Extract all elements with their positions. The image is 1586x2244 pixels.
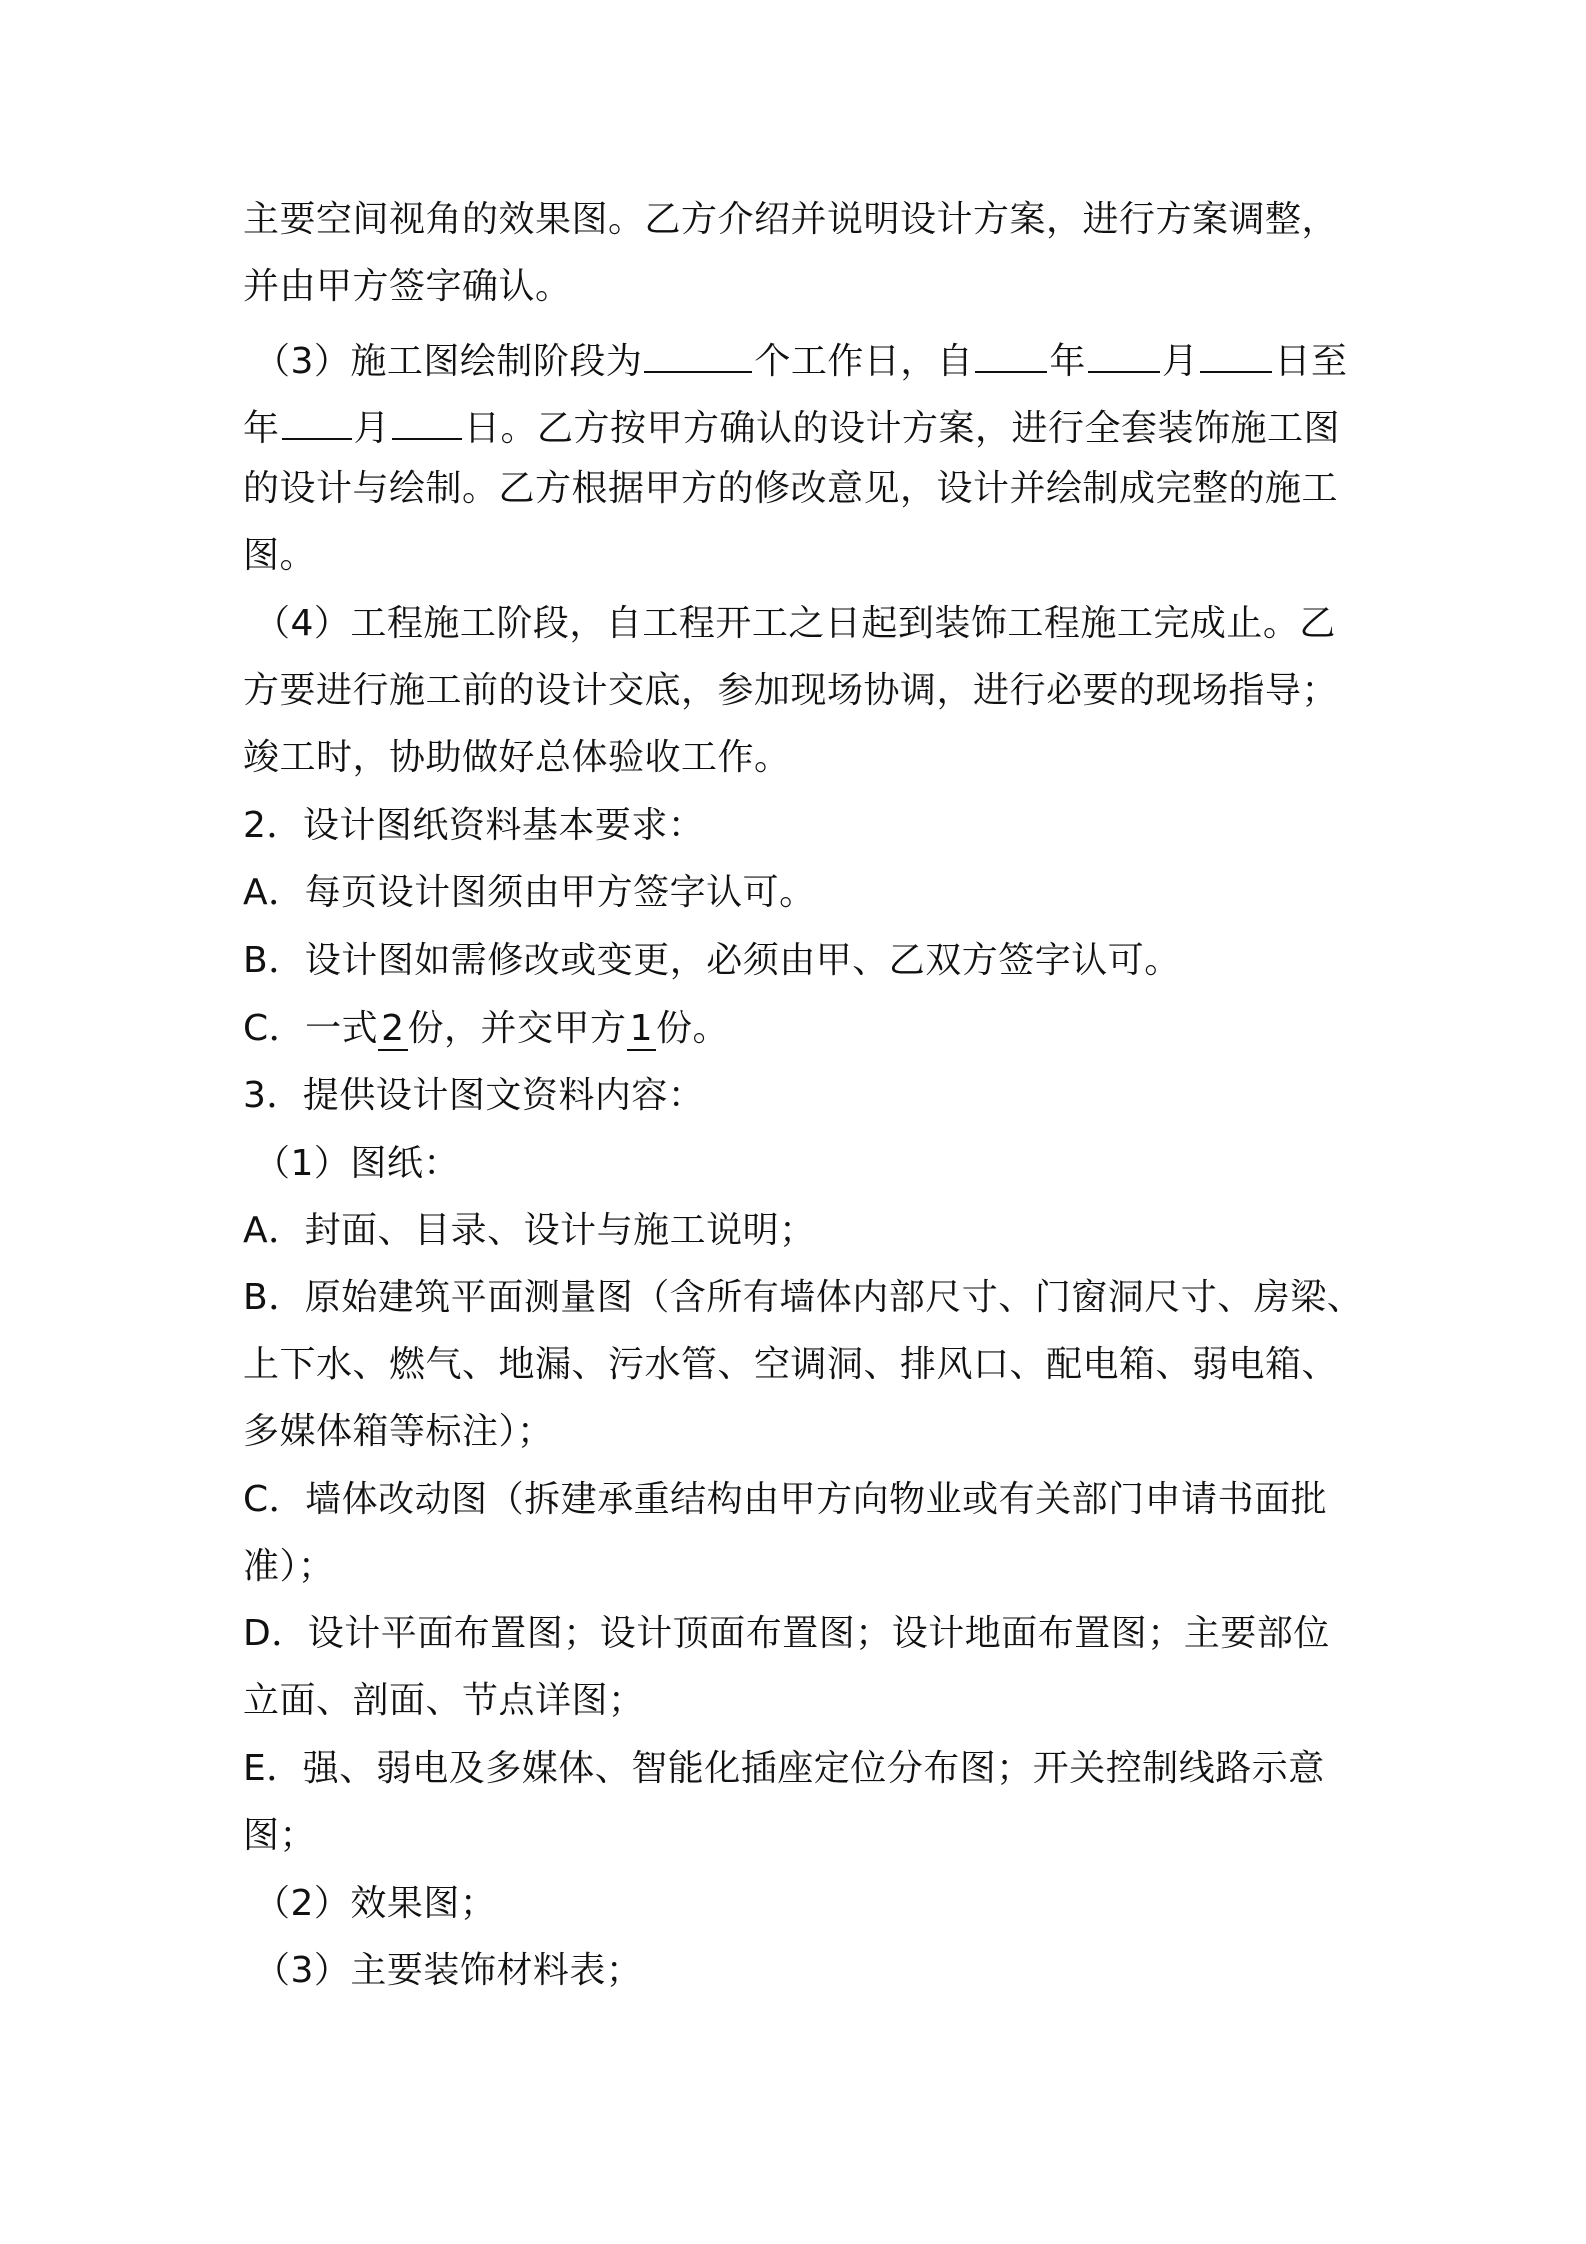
text-segment: 日。乙方按甲方确认的设计方案，进行全套装饰施工图 (464, 408, 1341, 449)
sub-heading: （3）主要装饰材料表； (254, 1950, 643, 1991)
list-item: A．封面、目录、设计与施工说明； (243, 1210, 816, 1251)
working-days-blank (644, 333, 752, 373)
text-line: 准）； (243, 1546, 335, 1587)
text-line: （4）工程施工阶段，自工程开工之日起到装饰工程施工完成止。乙 (254, 603, 1336, 644)
text-line: 图； (243, 1815, 317, 1856)
copies-line (243, 1007, 1353, 1051)
section-heading: 3．提供设计图文资料内容： (243, 1075, 705, 1116)
end-day-blank (392, 400, 462, 440)
list-item: B．设计图如需修改或变更，必须由甲、乙双方签字认可。 (243, 940, 1181, 981)
construction-drawing-stage-line (254, 333, 1364, 384)
text-segment: C．一式 (243, 1008, 379, 1049)
text-segment: 年 (1049, 341, 1086, 382)
text-segment: 份。 (655, 1008, 729, 1049)
start-year-blank (975, 333, 1047, 373)
list-item: A．每页设计图须由甲方签字认可。 (243, 872, 816, 913)
sub-heading: （2）效果图； (254, 1883, 497, 1924)
text-line: 主要空间视角的效果图。乙方介绍并说明设计方案，进行方案调整， (243, 199, 1339, 240)
list-item: C．墙体改动图（拆建承重结构由甲方向物业或有关部门申请书面批 (243, 1479, 1328, 1520)
sub-heading: （1）图纸： (254, 1143, 460, 1184)
text-segment: 月 (353, 408, 391, 449)
text-line: 立面、剖面、节点详图； (243, 1680, 645, 1721)
text-segment: 日至 (1274, 341, 1348, 382)
text-line: 竣工时，协助做好总体验收工作。 (243, 737, 791, 778)
text-line: 上下水、燃气、地漏、污水管、空调洞、排风口、配电箱、弱电箱、 (243, 1344, 1339, 1385)
text-line: 的设计与绘制。乙方根据甲方的修改意见，设计并绘制成完整的施工 (243, 468, 1339, 509)
construction-drawing-dates-line (243, 400, 1353, 451)
list-item: D．设计平面布置图；设计顶面布置图；设计地面布置图；主要部位 (243, 1613, 1330, 1654)
text-segment: 月 (1161, 341, 1199, 382)
text-line: 方要进行施工前的设计交底，参加现场协调，进行必要的现场指导； (243, 670, 1339, 711)
list-item: E．强、弱电及多媒体、智能化插座定位分布图；开关控制线路示意 (243, 1748, 1325, 1789)
text-segment: 年 (243, 408, 280, 449)
text-line: 并由甲方签字确认。 (243, 266, 572, 307)
text-segment: （3）施工图绘制阶段为 (254, 341, 643, 382)
text-segment: 份，并交甲方 (407, 1008, 627, 1049)
copies-count: 2 (378, 1008, 407, 1051)
text-line: 多媒体箱等标注）； (243, 1411, 554, 1452)
text-segment: 个工作日，自 (754, 341, 974, 382)
start-day-blank (1200, 333, 1272, 373)
copies-to-party-a: 1 (627, 1008, 656, 1051)
list-item: B．原始建筑平面测量图（含所有墙体内部尺寸、门窗洞尺寸、房梁、 (243, 1277, 1364, 1318)
section-heading: 2．设计图纸资料基本要求： (243, 805, 705, 846)
start-month-blank (1088, 333, 1160, 373)
end-month-blank (282, 400, 352, 440)
text-line: 图。 (243, 535, 317, 576)
